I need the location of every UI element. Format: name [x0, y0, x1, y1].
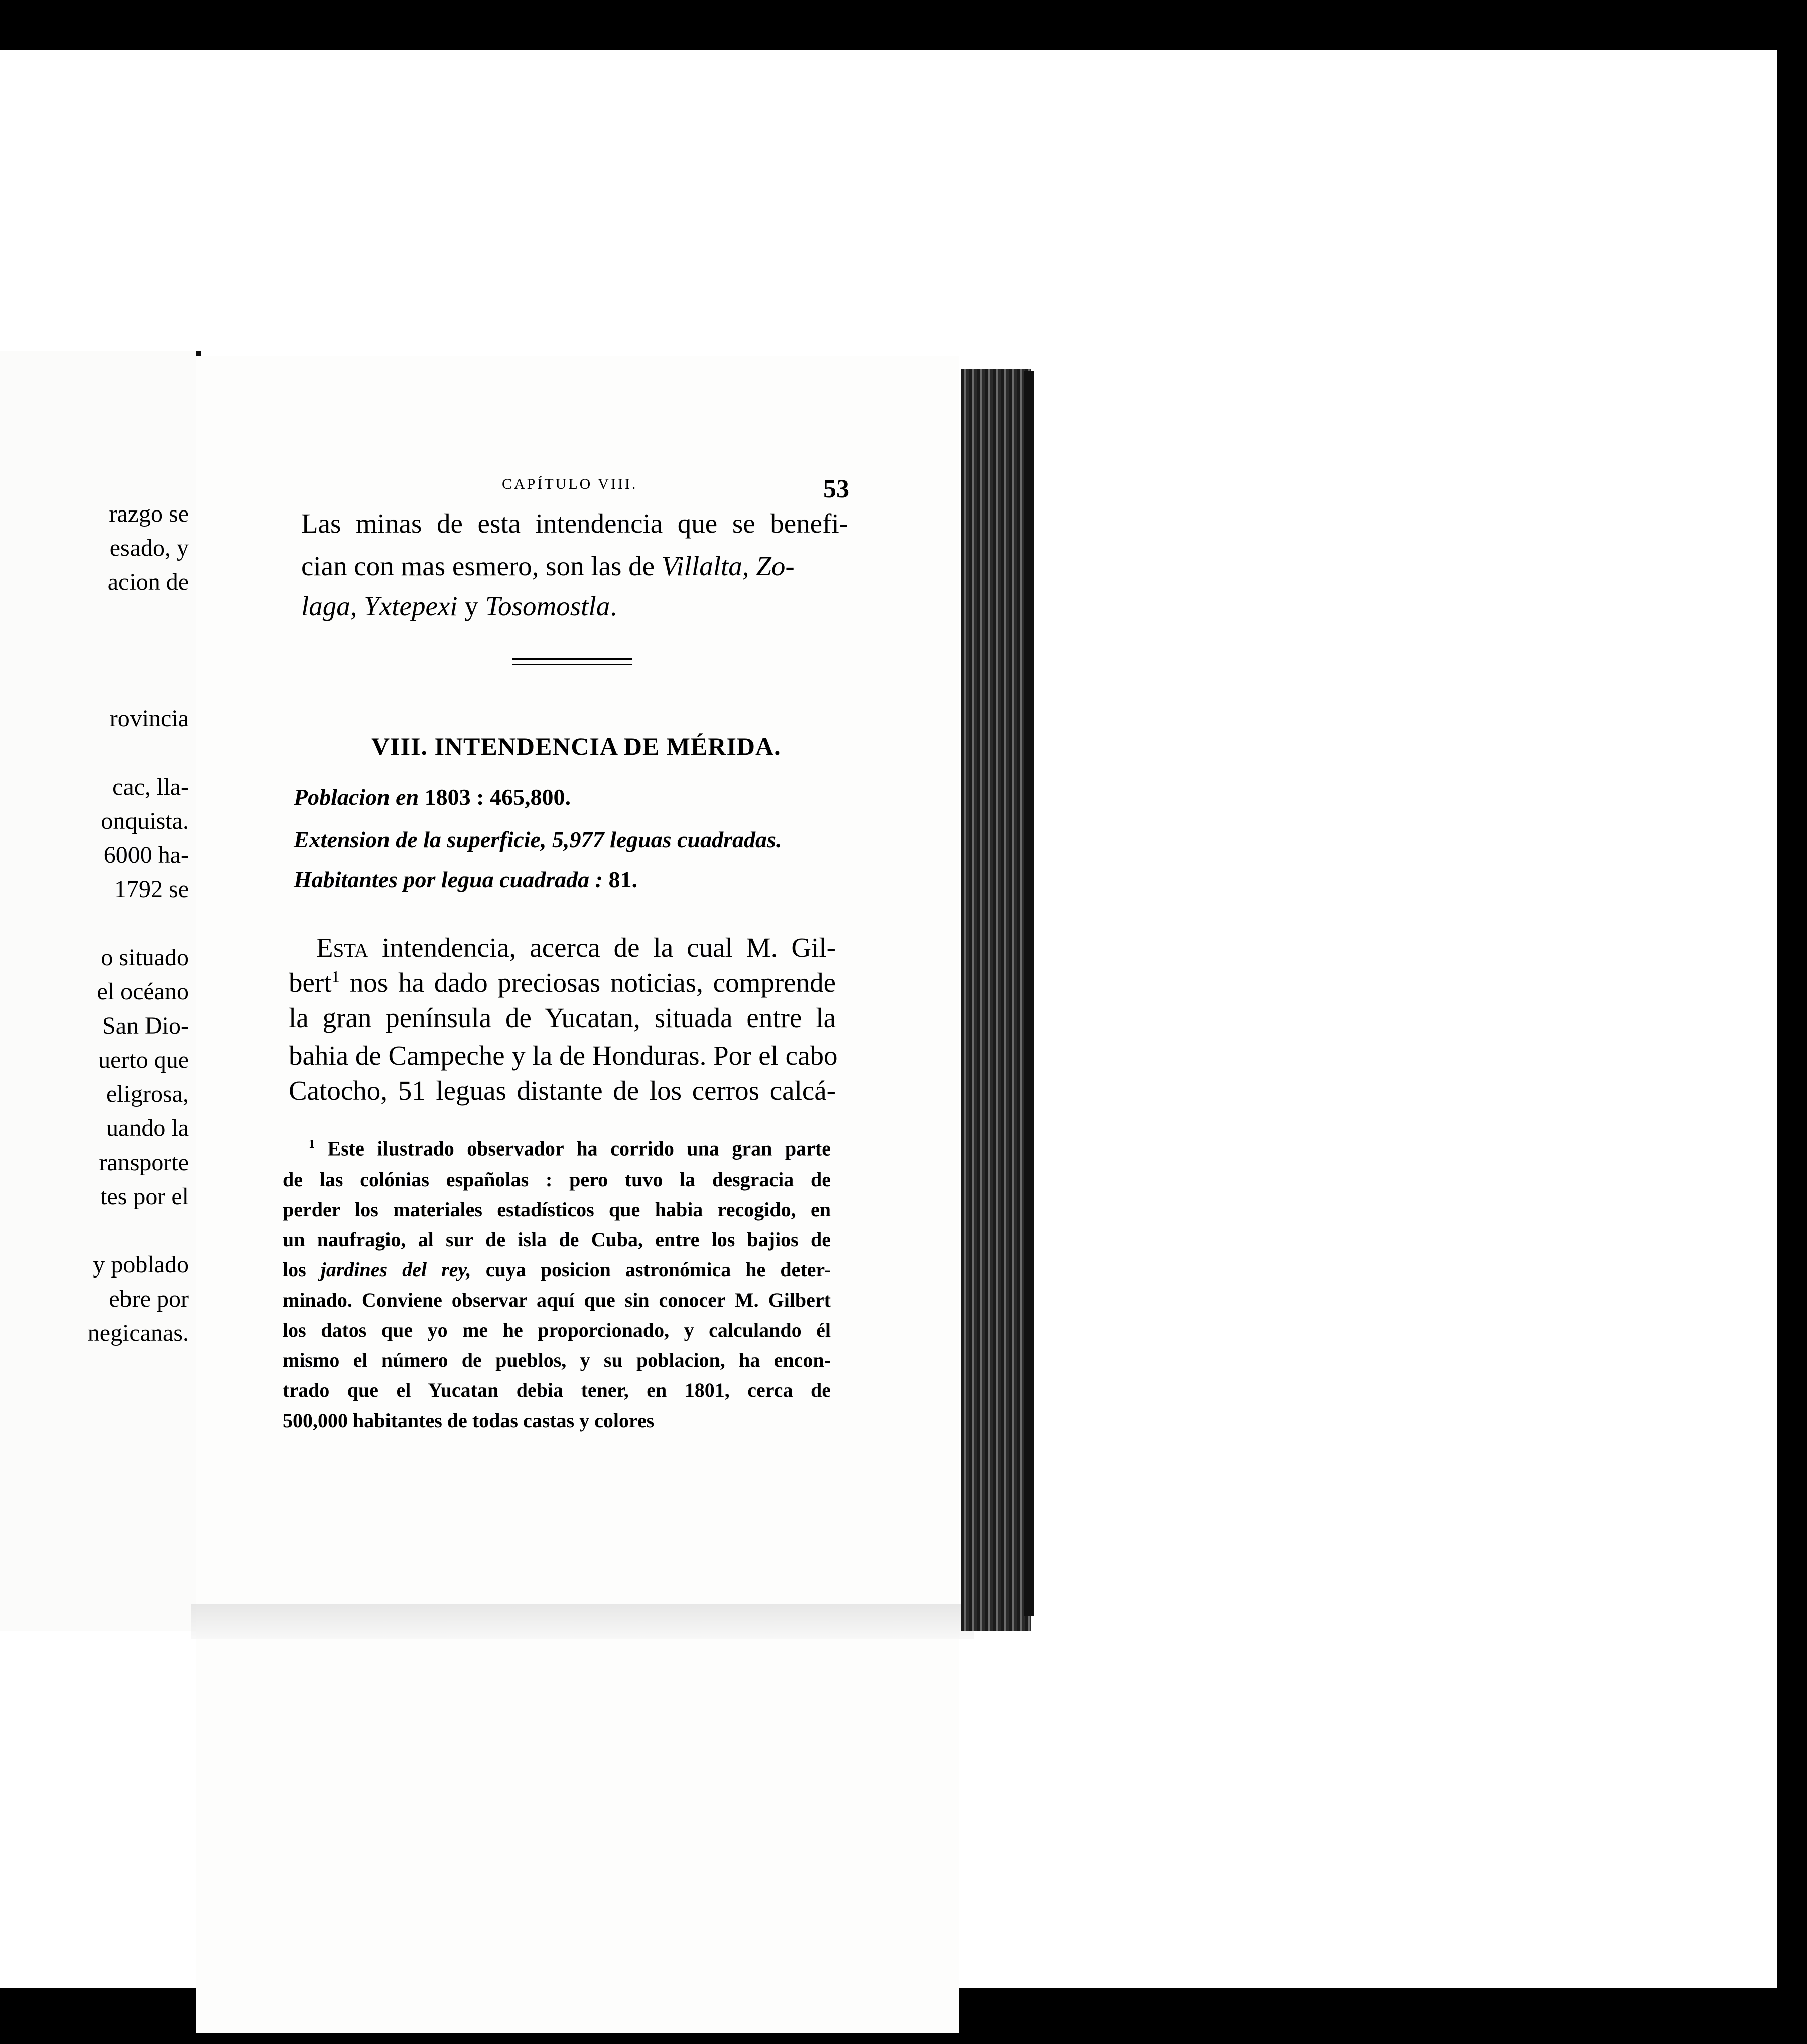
book-page-edges — [961, 369, 1031, 1631]
footnote-line: mismo el número de pueblos, y su poblacion, ha encon- — [283, 1349, 831, 1371]
stat-label: Extension de la superficie, — [294, 827, 547, 852]
text-line: cian con mas esmero, son las de Villalta, Zo- — [301, 551, 795, 581]
left-page-line: acion de — [107, 569, 189, 595]
stat-value: 1803 : 465,800. — [424, 784, 571, 810]
body-line — [316, 934, 836, 961]
divider-rule — [512, 664, 632, 665]
text-line: Las minas de esta intendencia que se benefi- — [301, 508, 848, 539]
body-line: Catocho, 51 leguas distante de los cerros calcá- — [289, 1075, 836, 1106]
page-shadow — [191, 1604, 974, 1639]
left-page-line: o situado — [101, 944, 189, 971]
footnote-line — [309, 1138, 831, 1159]
text-span: los — [283, 1258, 306, 1281]
place-name: laga — [301, 591, 350, 621]
text-line: laga, Yxtepexi y Tosomostla. — [301, 591, 617, 621]
left-page-line: eligrosa, — [106, 1081, 189, 1107]
footnote-marker: 1 — [309, 1138, 315, 1151]
text-span: bert — [289, 967, 332, 998]
left-page-line: cac, lla- — [112, 774, 189, 800]
place-name: Yxtepexi — [364, 591, 458, 621]
left-page-line: razgo se — [109, 500, 189, 527]
stat-line — [294, 828, 782, 851]
left-page-line: tes por el — [100, 1183, 189, 1210]
stat-label: Poblacion en — [294, 784, 419, 810]
footnote-marker: 1 — [331, 968, 340, 986]
left-page-line: y poblado — [93, 1251, 189, 1278]
footnote-line: los datos que yo me he proporcionado, y calculando él — [283, 1319, 831, 1341]
divider-rule — [512, 658, 632, 660]
left-page-line: negicanas. — [87, 1320, 189, 1346]
stat-line — [294, 786, 571, 809]
footnote-line: minado. Conviene observar aquí que sin conocer M. Gilbert — [283, 1289, 831, 1311]
left-page-line: uando la — [106, 1115, 189, 1141]
place-name: Villalta — [661, 551, 742, 581]
left-page-fragment — [0, 351, 201, 1631]
footnote-line: trado que el Yucatan debia tener, en 1801, cerca de — [283, 1379, 831, 1401]
left-page-line: ransporte — [99, 1149, 189, 1176]
left-page-line: uerto que — [98, 1047, 189, 1073]
stat-label: Habitantes por legua cuadrada : — [294, 867, 603, 892]
body-line — [289, 969, 836, 996]
text-span: intendencia, acerca de la cual M. Gil- — [382, 932, 836, 963]
body-line: bahia de Campeche y la de Honduras. Por el cabo — [289, 1040, 838, 1071]
place-name: Tosomostla — [485, 591, 610, 621]
place-name: Zo- — [756, 551, 795, 581]
left-page-line: esado, y — [109, 535, 189, 561]
text-span: Este ilustrado observador ha corrido una gran parte — [327, 1137, 831, 1160]
body-line: la gran península de Yucatan, situada entre la — [289, 1002, 836, 1033]
left-page-line: ebre por — [109, 1286, 189, 1312]
stat-line — [294, 868, 637, 891]
footnote-line: 500,000 habitantes de todas castas y colores — [283, 1409, 655, 1432]
left-page-line: 6000 ha- — [103, 842, 189, 868]
text-span: cuya posicion astronómica he deter- — [485, 1258, 831, 1281]
footnote-line — [283, 1260, 831, 1280]
stat-value: 81. — [608, 867, 637, 892]
book-cover-edge — [1024, 371, 1034, 1616]
stat-value: 5,977 leguas cuadradas. — [552, 827, 782, 852]
left-page-line: San Dio- — [102, 1012, 189, 1039]
section-heading: VIII. INTENDENCIA DE MÉRIDA. — [371, 732, 781, 760]
footnote-line: perder los materiales estadísticos que habia recogido, en — [283, 1198, 831, 1221]
left-page-line: rovincia — [109, 705, 189, 732]
footnote-line: un naufragio, al sur de isla de Cuba, entre los bajios de — [283, 1228, 831, 1251]
dropcap-word: Esta — [316, 932, 369, 963]
left-page-line: el océano — [97, 978, 189, 1005]
footnote-line: de las colónias españolas : pero tuvo la desgracia de — [283, 1168, 831, 1191]
running-head: CAPÍTULO VIII. — [502, 476, 638, 492]
text-span: cian con mas esmero, son las de — [301, 551, 655, 581]
page-number: 53 — [823, 475, 849, 503]
frame-edge — [1784, 55, 1792, 1933]
text-span: nos ha dado preciosas noticias, comprende — [349, 967, 836, 998]
left-page-line: 1792 se — [114, 876, 189, 903]
text-span: jardines del rey, — [320, 1258, 471, 1281]
left-page-line: onquista. — [101, 808, 189, 834]
